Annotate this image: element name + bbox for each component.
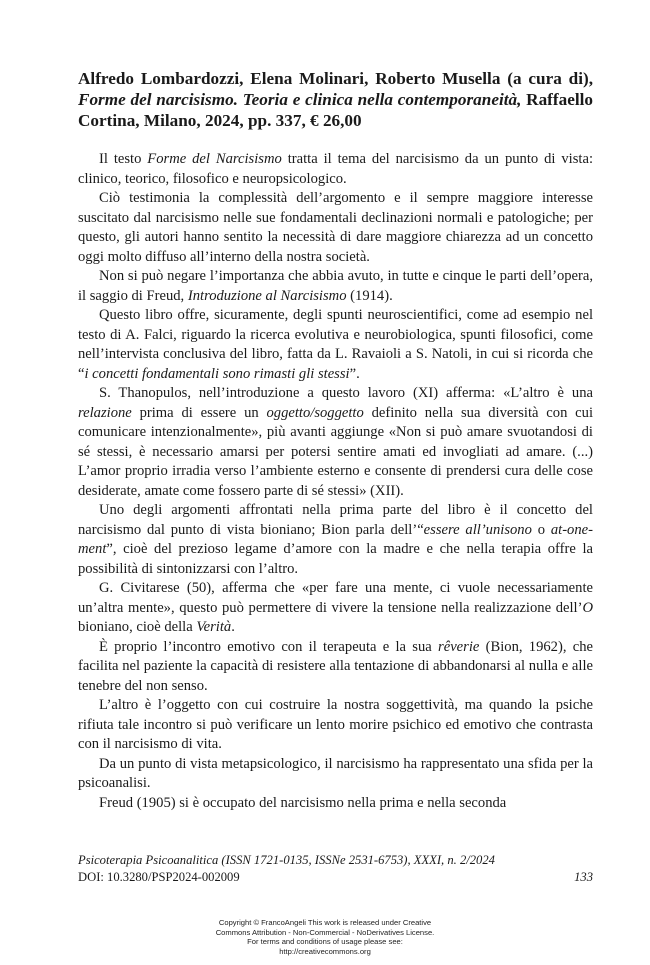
- italic-text: essere all’unisono: [423, 521, 532, 538]
- paragraph-text: G. Civitarese (50), afferma che «per fare una mente, ci vuole necessariamente un’altra mente», questo può permettere di vivere la tensione nella realizzazione dell’: [78, 580, 593, 616]
- italic-text: relazione: [78, 404, 132, 421]
- body-paragraph: [78, 189, 593, 267]
- italic-text: at-one-ment: [78, 521, 593, 557]
- paragraph-text: .: [231, 619, 235, 635]
- copyright-line: For terms and conditions of usage please see:: [247, 937, 403, 947]
- paragraph-text: (Bion, 1962), che facilita nel paziente la capacità di resistere alla tentazione di abbandonarsi al nulla e alle tenebre del non senso.: [78, 638, 593, 694]
- journal-citation: Psicoterapia Psicoanalitica (ISSN 1721-0135, ISSNe 2531-6753), XXXI, n. 2/2024: [78, 853, 495, 867]
- copyright-link[interactable]: http://creativecommons.org: [279, 946, 371, 956]
- paragraph-text: ”, cioè del prezioso legame d’amore con la madre e che nella terapia offre la possibilità di sintonizzarsi con l’altro.: [78, 541, 593, 577]
- italic-text: Introduzione al Narcisismo: [187, 287, 347, 304]
- body-paragraph: [78, 696, 593, 755]
- italic-text: rêverie: [438, 638, 480, 655]
- paragraph-text: S. Thanopulos, nell’introduzione a questo lavoro (XI) afferma: «L’altro è una: [99, 385, 593, 401]
- paragraph-text: definito nella sua diversità con cui comunicare intenzionalmente», più avanti aggiunge «Non si può amare svuotandosi di sé stessi, è necessario amarsi per potersi sentire amati ed invogliati ad amare. (...) L’amor proprio irradia verso l’ambiente esterno e consente di prendersi cura delle cose desiderate, amate come fossero parte di sé stessi» (XII).: [78, 404, 594, 499]
- review-authors: Alfredo Lombardozzi, Elena Molinari, Roberto Musella (a cura di),: [78, 69, 593, 88]
- paragraph-text: Da un punto di vista metapsicologico, il narcisismo ha rappresentato una sfida per la psicoanalisi.: [78, 755, 593, 791]
- italic-text: Forme del Narcisismo: [147, 151, 282, 167]
- paragraph-text: (1914).: [346, 287, 393, 304]
- paragraph-text: o: [531, 521, 551, 538]
- paragraph-text: Il testo: [99, 151, 148, 167]
- page-footer: [78, 852, 593, 886]
- copyright-line: Commons Attribution - Non-Commercial - NoDerivatives License.: [215, 927, 435, 937]
- page-number: 133: [574, 870, 593, 884]
- body-paragraph: [78, 150, 593, 189]
- body-paragraph: [78, 579, 593, 638]
- book-review-heading: [78, 68, 593, 131]
- italic-text: oggetto/soggetto: [266, 404, 364, 421]
- paragraph-text: prima di essere un: [131, 404, 267, 421]
- paragraph-text: L’altro è l’oggetto con cui costruire la nostra soggettività, ma quando la psiche rifiuta tale incontro si può verificare un lento morire psichico ed emotivo che contrasta con il narcisismo di vita.: [78, 697, 593, 752]
- body-paragraph: [78, 267, 593, 306]
- paragraph-text: tratta il tema del narcisismo da un punto di vista: clinico, teorico, filosofico e neuropsicologico.: [78, 151, 593, 187]
- body-paragraph: [78, 306, 593, 384]
- paragraph-text: Uno degli argomenti affrontati nella prima parte del libro è il concetto del narcisismo dal punto di vista bioniano; Bion parla dell’“: [78, 502, 593, 538]
- paragraph-text: Questo libro offre, sicuramente, degli spunti neuroscientifici, come ad esempio nel testo di A. Falci, riguardo la ricerca evolutiva e neurobiologica, spunti filosofici, come nell’intervista conclusiva del libro, fatta da L. Ravaioli a S. Natoli, in cui si ricorda che “: [78, 307, 593, 382]
- copyright-notice: [150, 918, 500, 956]
- italic-text: Verità: [196, 619, 232, 635]
- review-book-title: Forme del narcisismo. Teoria e clinica nella contemporaneità,: [78, 90, 522, 109]
- doi-text: DOI: 10.3280/PSP2024-002009: [78, 870, 240, 884]
- review-body: [78, 150, 593, 813]
- copyright-line: Copyright © FrancoAngeli This work is released under Creative: [218, 918, 432, 927]
- paragraph-text: Non si può negare l’importanza che abbia avuto, in tutte e cinque le parti dell’opera, il saggio di Freud,: [78, 268, 593, 304]
- paragraph-text: bioniano, cioè della: [78, 619, 197, 635]
- body-paragraph: [78, 755, 593, 794]
- italic-text: i concetti fondamentali sono rimasti gli stessi: [84, 365, 350, 382]
- body-paragraph: [78, 501, 593, 579]
- body-paragraph: [78, 638, 593, 697]
- paragraph-text: Freud (1905) si è occupato del narcisismo nella prima e nella seconda: [99, 794, 507, 811]
- review-publisher-info: Raffaello Cortina, Milano, 2024, pp. 337, € 26,00: [78, 90, 593, 130]
- paragraph-text: Ciò testimonia la complessità dell’argomento e il sempre maggiore interesse suscitato dal narcisismo nelle sue fondamentali declinazioni normali e patologiche; per questo, gli autori hanno sentito la necessità di dare maggiore chiarezza ad un concetto oggi molto diffuso all’interno della nostra società.: [78, 190, 593, 265]
- body-paragraph: [78, 384, 593, 501]
- paragraph-text: ”.: [349, 365, 360, 382]
- paragraph-text: È proprio l’incontro emotivo con il terapeuta e la sua: [99, 638, 439, 655]
- italic-text: O: [582, 599, 593, 616]
- body-paragraph: [78, 794, 593, 814]
